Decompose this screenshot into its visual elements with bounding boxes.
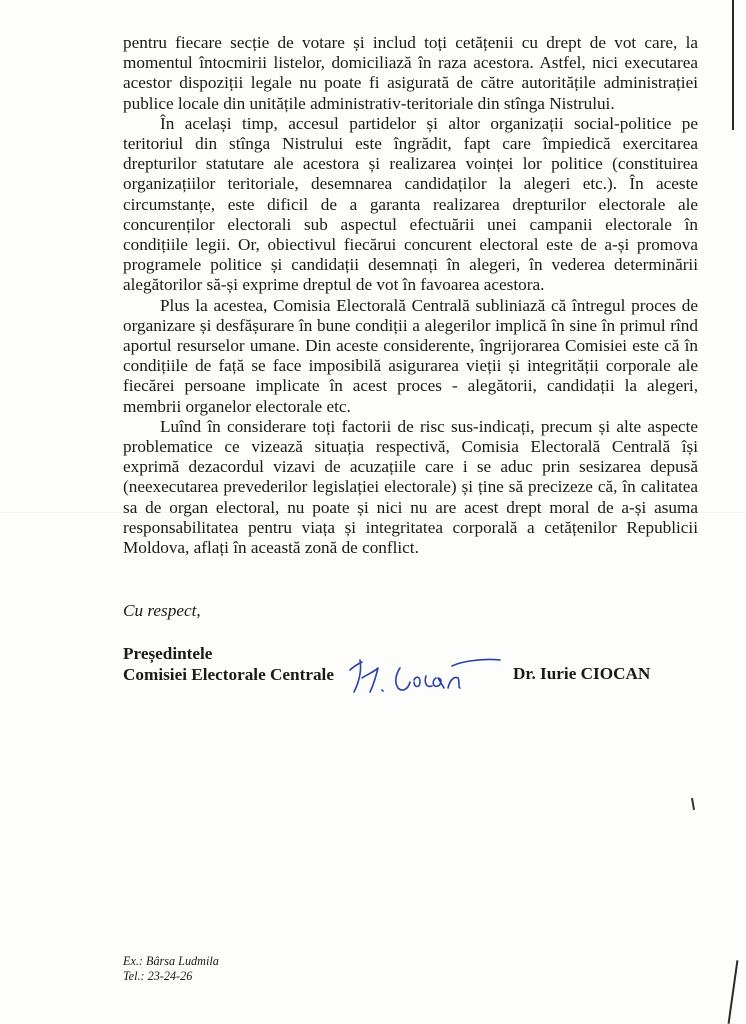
closing-salutation: Cu respect, [123, 601, 201, 620]
signatory-name: Dr. Iurie CIOCAN [513, 664, 651, 683]
footer-phone: Tel.: 23-24-26 [123, 969, 193, 983]
paragraph-human-resources: Plus la acestea, Comisia Electorală Centrală subliniază că întregul proces de organizare și desfășurare în bune condiții a alegerilor implică în sine în primul rînd aportul resurselor umane. Din aceste considerente, îngrijorarea Comisiei este că în condițiile de față se face imposibilă asigurarea vieții și integrității corporale ale fiecărei persoane implicate în acest proces - alegătorii, candidații la alegeri, membrii organelor electorale etc. [123, 295, 698, 416]
paragraph-party-access: În același timp, accesul partidelor și altor organizații social-politice pe teritoriul din stînga Nistrului este îngrădit, fapt care împiedică exercitarea drepturilor statutare ale acestora și realizarea voinței lor politice (constituirea organizațiilor teritoriale, desemnarea candidaților la alegeri etc.). În aceste circumstanțe, este dificil de a garanta realizarea drepturilor electorale ale concurenților electorali sub aspectul efectuării unei campanii electorale în condițiile legii. Or, obiectivul fiecărui concurent electoral este de a-și promova programele politice și candidații desemnați în alegeri, în vederea determinării alegătorilor să-și exprime dreptul de vot în favoarea acestora. [123, 113, 698, 295]
signatory-title-line1: Președintele [123, 644, 213, 663]
letter-body [123, 33, 698, 558]
signatory-title-line2: Comisiei Electorale Centrale [123, 665, 334, 684]
scan-mark [691, 798, 695, 810]
paragraph-continuation: pentru fiecare secție de votare și includ toți cetățenii cu drept de vot care, la momentul întocmirii listelor, domiciliază în raza acestora. Astfel, nici executarea acestor dispoziții legale nu poate fi asigurată de către autoritățile administrației publice locale din unitățile administrativ-teritoriale din stînga Nistrului. [123, 33, 698, 113]
scan-edge-top [732, 0, 734, 130]
show-through-line: ⁠ [116, 82, 120, 97]
signatory-title [123, 643, 334, 685]
footer-contact [123, 954, 219, 984]
handwritten-signature [340, 648, 510, 703]
scan-edge-bottom [728, 960, 739, 1024]
paragraph-conclusion: Luînd în considerare toți factorii de risc sus-indicați, precum și alte aspecte problematice ce vizează situația respectivă, Comisia Electorală Centrală își exprimă dezacordul vizavi de acuzațiile care i se aduc prin sesizarea depusă (neexecutarea prevederilor legislației electorale) și ține să precizeze că, în calitatea sa de organ electoral, nu poate și nici nu are acest drept moral de a-și asuma responsabilitatea pentru viața și integritatea corporală a cetățenilor Republicii Moldova, aflați în această zonă de conflict. [123, 416, 698, 558]
footer-executor: Ex.: Bârsa Ludmila [123, 954, 219, 968]
